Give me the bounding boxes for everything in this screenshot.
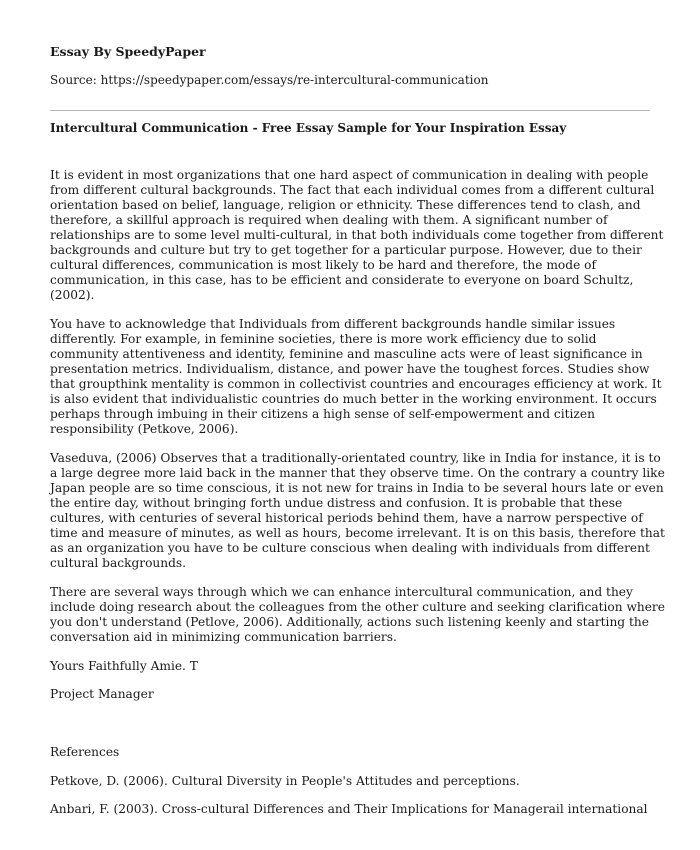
essay-body <box>50 168 665 830</box>
signer-role: Project Manager <box>50 687 154 701</box>
references-heading: References <box>50 745 120 759</box>
essay-title: Intercultural Communication - Free Essay Sample for Your Inspiration Essay <box>50 121 567 135</box>
header-divider <box>50 110 650 111</box>
essay-paragraph: There are several ways through which we can enhance intercultural communication, and they include doing research about the colleagues from the other culture and seeking clarification where you don't understand (Petlove, 2006). Additionally, actions such listening keenly and starting the conversation aid in minimizing communication barriers. <box>50 585 665 644</box>
essay-paragraph: It is evident in most organizations that one hard aspect of communication in dealing with people from different cultural backgrounds. The fact that each individual comes from a different cultural orientation based on belief, language, religion or ethnicity. These differences tend to clash, and therefore, a skillful approach is required when dealing with them. A significant number of relationships are to some level multi-cultural, in that both individuals come together from different backgrounds and culture but try to get together for a particular purpose. However, due to their cultural differences, communication is most likely to be hard and therefore, the mode of communication, in this case, has to be efficient and considerate to everyone on board Schultz, (2002). <box>50 168 664 302</box>
document-source-line: Source: https://speedypaper.com/essays/re-intercultural-communication <box>50 73 489 87</box>
essay-paragraph: Vaseduva, (2006) Observes that a traditionally-orientated country, like in India for instance, it is to a large degree more laid back in the manner that they observe time. On the contrary a country like Japan people are so time conscious, it is not new for trains in India to be several hours late or even the entire day, without bringing forth undue distress and confusion. It is probable that these cultures, with centuries of several historical periods behind them, have a narrow perspective of time and measure of minutes, as well as hours, become irrelevant. It is on this basis, therefore that as an organization you have to be culture conscious when dealing with individuals from different cultural backgrounds. <box>50 451 665 570</box>
reference-item: Petkove, D. (2006). Cultural Diversity in People's Attitudes and perceptions. <box>50 774 520 788</box>
document-header-title: Essay By SpeedyPaper <box>50 44 206 59</box>
reference-item: Anbari, F. (2003). Cross-cultural Differences and Their Implications for Managerail international <box>50 802 648 816</box>
letter-signoff: Yours Faithfully Amie. T <box>50 659 198 673</box>
essay-paragraph: You have to acknowledge that Individuals from different backgrounds handle similar issues differently. For example, in feminine societies, there is more work efficiency due to solid community attentiveness and identity, feminine and masculine acts were of least significance in presentation metrics. Individualism, distance, and power have the toughest forces. Studies show that groupthink mentality is common in collectivist countries and encourages efficiency at work. It is also evident that individualistic countries do much better in the working environment. It occurs perhaps through imbuing in their citizens a high sense of self-empowerment and citizen responsibility (Petkove, 2006). <box>50 317 662 436</box>
